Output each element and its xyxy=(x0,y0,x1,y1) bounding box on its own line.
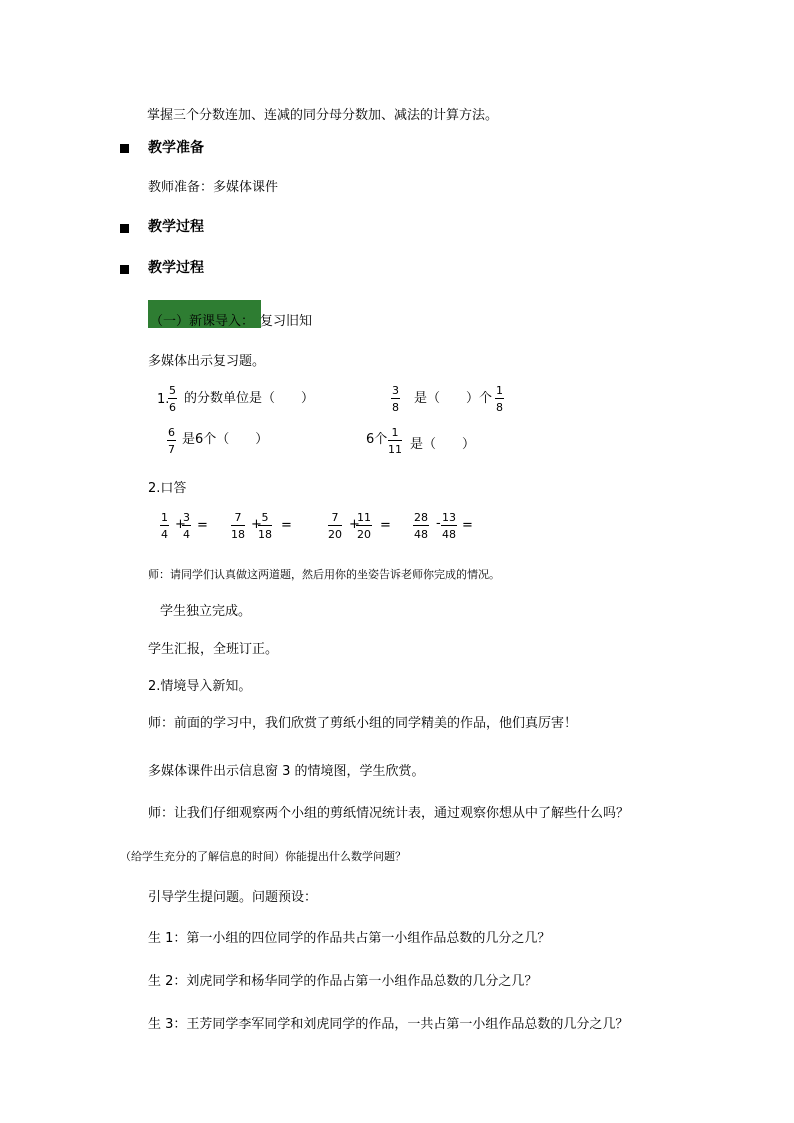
fraction-numerator: 28 xyxy=(414,511,428,524)
q2-text: 是（ ）个 xyxy=(414,391,493,406)
fraction xyxy=(231,512,245,540)
paragraph: 师：前面的学习中，我们欣赏了剪纸小组的同学精美的作品，他们真厉害！ xyxy=(148,716,578,731)
fraction xyxy=(413,512,429,540)
process-heading: 教学过程 xyxy=(148,260,204,276)
fraction-denominator: 8 xyxy=(392,401,399,414)
fraction xyxy=(391,385,400,413)
fraction xyxy=(388,427,402,455)
q1-prefix: 1. xyxy=(157,392,170,407)
bullet-icon xyxy=(120,224,129,233)
fraction xyxy=(168,385,177,413)
fraction-denominator: 48 xyxy=(442,528,456,541)
fraction-numerator: 5 xyxy=(261,511,269,524)
fraction-denominator: 6 xyxy=(169,401,176,414)
fraction-denominator: 18 xyxy=(231,528,245,541)
fraction-numerator: 3 xyxy=(183,511,190,524)
fraction-numerator: 5 xyxy=(169,384,176,397)
paragraph: （给学生充分的了解信息的时间）你能提出什么数学问题？ xyxy=(120,850,406,863)
intro-rest-label: 复习旧知 xyxy=(260,314,313,329)
fraction-numerator: 1 xyxy=(391,426,399,439)
fraction xyxy=(328,512,342,540)
fraction-denominator: 20 xyxy=(328,528,342,541)
equals-sign: = xyxy=(380,518,391,533)
fraction-numerator: 1 xyxy=(496,384,503,397)
operator: + xyxy=(175,517,186,532)
fraction xyxy=(441,512,457,540)
fraction xyxy=(356,512,372,540)
paragraph: 生 1：第一小组的四位同学的作品共占第一小组作品总数的几分之几？ xyxy=(148,931,551,946)
prep-heading: 教学准备 xyxy=(148,140,204,156)
q4-prefix: 6个 xyxy=(366,432,388,447)
teacher-note: 师：请同学们认真做这两道题，然后用你的坐姿告诉老师你完成的情况。 xyxy=(148,568,500,581)
paragraph: 引导学生提问题。问题预设： xyxy=(148,890,318,905)
fraction-numerator: 7 xyxy=(331,511,339,524)
bullet-icon xyxy=(120,265,129,274)
fraction-numerator: 1 xyxy=(161,511,168,524)
equals-sign: = xyxy=(197,518,208,533)
operator: + xyxy=(251,517,262,532)
equals-sign: = xyxy=(462,518,473,533)
fraction xyxy=(160,512,169,540)
paragraph: 生 2：刘虎同学和杨华同学的作品占第一小组作品总数的几分之几？ xyxy=(148,974,538,989)
q3-text: 是6个（ ） xyxy=(182,432,269,447)
fraction xyxy=(182,512,191,540)
paragraph: 2.情境导入新知。 xyxy=(148,679,252,694)
prep-text: 教师准备：多媒体课件 xyxy=(148,180,279,195)
paragraph: 多媒体课件出示信息窗 3 的情境图，学生欣赏。 xyxy=(148,764,425,779)
fraction-numerator: 3 xyxy=(392,384,399,397)
operator: + xyxy=(349,517,360,532)
fraction-denominator: 18 xyxy=(258,528,272,541)
objective-text: 掌握三个分数连加、连减的同分母分数加、减法的计算方法。 xyxy=(147,108,499,123)
process-heading: 教学过程 xyxy=(148,219,204,235)
oral-label: 2.口答 xyxy=(148,481,187,496)
fraction xyxy=(495,385,504,413)
fraction-numerator: 11 xyxy=(357,511,371,524)
fraction-numerator: 6 xyxy=(168,426,175,439)
fraction xyxy=(167,427,176,455)
q1-text: 的分数单位是（ ） xyxy=(184,391,315,406)
operator: - xyxy=(436,516,441,531)
fraction-numerator: 13 xyxy=(442,511,456,524)
bullet-icon xyxy=(120,144,129,153)
paragraph: 学生独立完成。 xyxy=(160,604,252,619)
fraction-denominator: 11 xyxy=(388,443,402,456)
paragraph: 生 3：王芳同学李军同学和刘虎同学的作品，一共占第一小组作品总数的几分之几？ xyxy=(148,1017,629,1032)
fraction-denominator: 4 xyxy=(183,528,190,541)
show-review-text: 多媒体出示复习题。 xyxy=(148,354,266,369)
fraction-denominator: 20 xyxy=(357,528,371,541)
q4-text: 是（ ） xyxy=(410,437,476,452)
fraction-numerator: 7 xyxy=(234,511,242,524)
equals-sign: = xyxy=(281,518,292,533)
intro-highlight-label: （一）新课导入： xyxy=(150,314,255,329)
fraction-denominator: 7 xyxy=(168,443,175,456)
fraction-denominator: 4 xyxy=(161,528,168,541)
fraction-denominator: 48 xyxy=(414,528,428,541)
fraction-denominator: 8 xyxy=(496,401,503,414)
paragraph: 学生汇报，全班订正。 xyxy=(148,642,279,657)
paragraph: 师：让我们仔细观察两个小组的剪纸情况统计表，通过观察你想从中了解些什么吗？ xyxy=(148,806,630,821)
fraction xyxy=(258,512,272,540)
